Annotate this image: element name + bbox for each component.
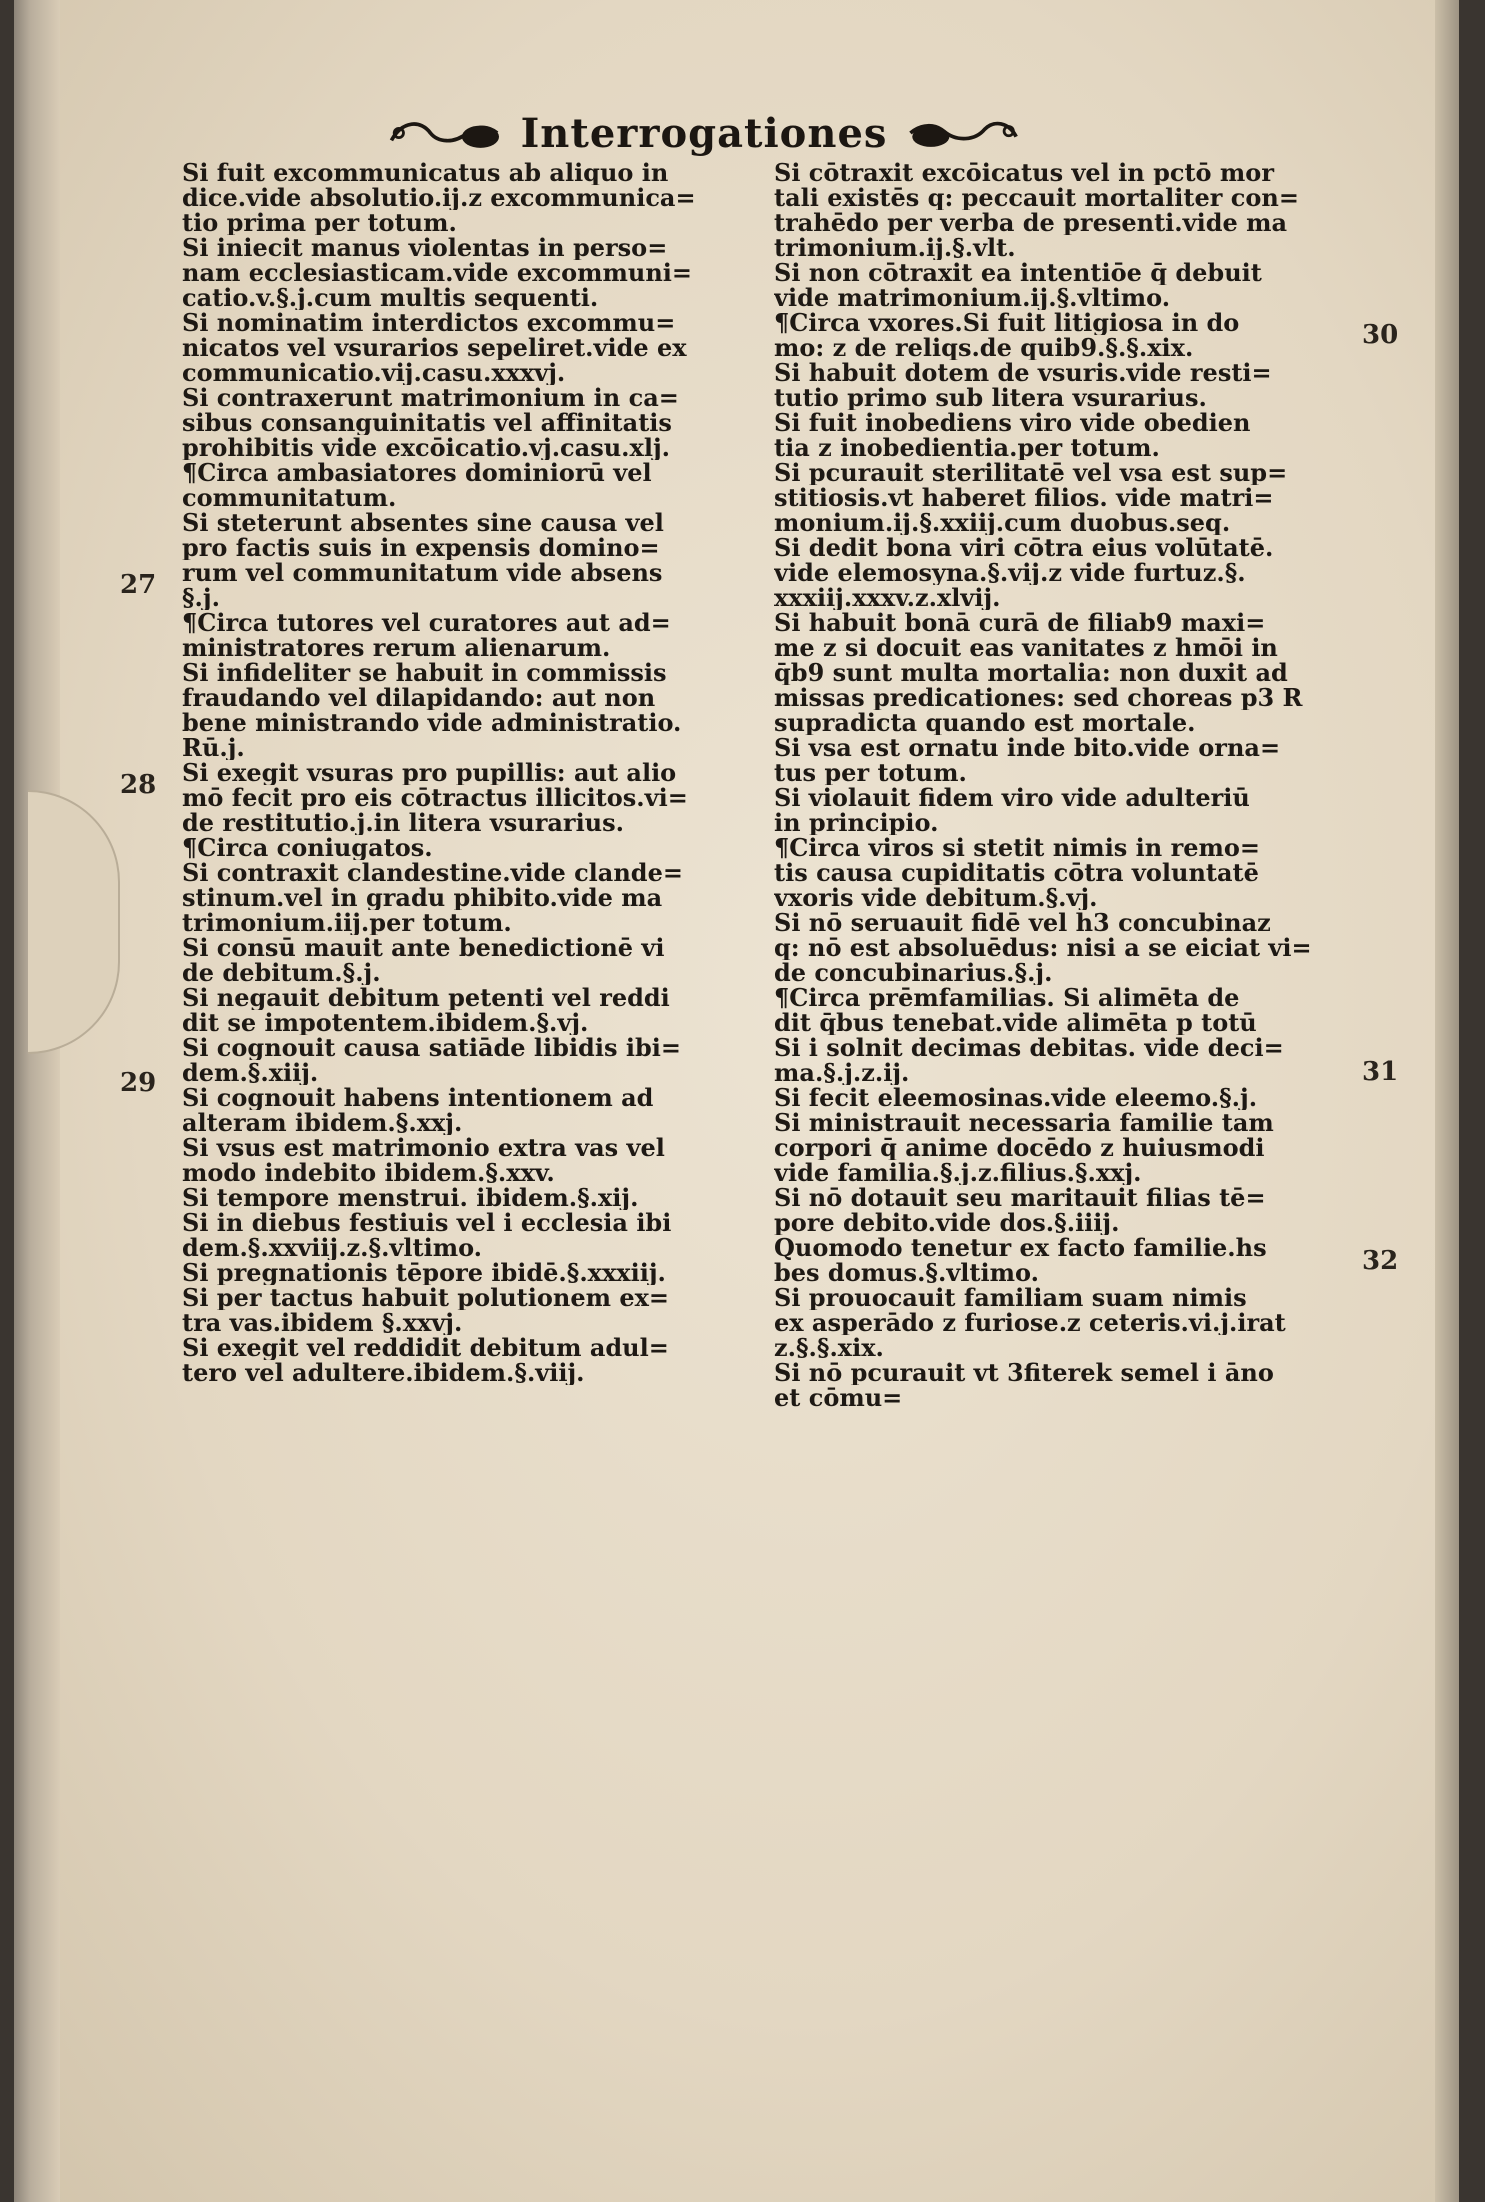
text-line: Si cognouit causa satiāde libidis ibi= xyxy=(182,1035,681,1060)
text-line: Si habuit bonā curā de filiab9 maxi= xyxy=(774,610,1266,635)
text-line: ¶Circa coniugatos. xyxy=(182,835,433,860)
margin-number-30: 30 xyxy=(1362,320,1399,350)
text-line: Si in diebus festiuis vel i ecclesia ibi xyxy=(182,1210,672,1235)
text-line: Rū.j. xyxy=(182,735,245,760)
margin-number-27: 27 xyxy=(120,570,157,600)
text-line: Si tempore menstrui. ibidem.§.xij. xyxy=(182,1185,639,1210)
text-line: Si consū mauit ante benedictionē vi xyxy=(182,935,665,960)
page-binding xyxy=(14,0,60,2202)
text-line: stitiosis.vt haberet filios. vide matri= xyxy=(774,485,1274,510)
text-line: Si nō seruauit fidē vel h3 concubinaz xyxy=(774,910,1271,935)
text-line: rum vel communitatum vide absens xyxy=(182,560,663,585)
text-line: ¶Circa ambasiatores dominiorū vel xyxy=(182,460,652,485)
text-line: vide matrimonium.ij.§.vltimo. xyxy=(774,285,1171,310)
text-line: Si vsa est ornatu inde bito.vide orna= xyxy=(774,735,1281,760)
text-line: Si cōtraxit excōicatus vel in pctō mor xyxy=(774,160,1274,185)
text-line: mo: z de reliqs.de quib9.§.§.xix. xyxy=(774,335,1194,360)
text-line: catio.v.§.j.cum multis sequenti. xyxy=(182,285,599,310)
text-line: alteram ibidem.§.xxj. xyxy=(182,1110,463,1135)
text-line: communitatum. xyxy=(182,485,397,510)
text-line: de debitum.§.j. xyxy=(182,960,381,985)
text-line: z.§.§.xix. xyxy=(774,1335,884,1360)
text-line: ¶Circa tutores vel curatores aut ad= xyxy=(182,610,671,635)
text-line: dit se impotentem.ibidem.§.vj. xyxy=(182,1010,589,1035)
text-line: Si fuit inobediens viro vide obedien xyxy=(774,410,1251,435)
text-line: trimonium.iij.per totum. xyxy=(182,910,512,935)
text-line: nam ecclesiasticam.vide excommuni= xyxy=(182,260,693,285)
text-line: nicatos vel vsurarios sepeliret.vide ex xyxy=(182,335,687,360)
text-line: ministratores rerum alienarum. xyxy=(182,635,611,660)
text-line: Si prouocauit familiam suam nimis xyxy=(774,1285,1247,1310)
page-tab-outline xyxy=(28,790,120,1054)
text-line: Si ministrauit necessaria familie tam xyxy=(774,1110,1274,1135)
text-line: et cōmu= xyxy=(774,1385,903,1410)
text-line: modo indebito ibidem.§.xxv. xyxy=(182,1160,555,1185)
text-line: bes domus.§.vltimo. xyxy=(774,1260,1039,1285)
text-line: tia z inobedientia.per totum. xyxy=(774,435,1160,460)
text-line: §.j. xyxy=(182,585,220,610)
text-line: ¶Circa prēmfamilias. Si alimēta de xyxy=(774,985,1240,1010)
text-line: missas predicationes: sed choreas p3 R xyxy=(774,685,1303,710)
text-line: ¶Circa vxores.Si fuit litigiosa in do xyxy=(774,310,1240,335)
text-line: pore debito.vide dos.§.iiij. xyxy=(774,1210,1120,1235)
text-line: Si nominatim interdictos excommu= xyxy=(182,310,676,335)
margin-number-28: 28 xyxy=(120,770,157,800)
text-line: Si cognouit habens intentionem ad xyxy=(182,1085,654,1110)
text-line: Si contraxerunt matrimonium in ca= xyxy=(182,385,679,410)
text-line: tero vel adultere.ibidem.§.viij. xyxy=(182,1360,585,1385)
text-line: bene ministrando vide administratio. xyxy=(182,710,682,735)
text-line: Si vsus est matrimonio extra vas vel xyxy=(182,1135,665,1160)
text-line: vide familia.§.j.z.filius.§.xxj. xyxy=(774,1160,1142,1185)
text-line: in principio. xyxy=(774,810,939,835)
text-line: Quomodo tenetur ex facto familie.hs xyxy=(774,1235,1267,1260)
text-line: Si iniecit manus violentas in perso= xyxy=(182,235,668,260)
text-line: tis causa cupiditatis cōtra voluntatē xyxy=(774,860,1259,885)
text-line: q: nō est absoluēdus: nisi a se eiciat vi= xyxy=(774,935,1312,960)
margin-number-31: 31 xyxy=(1362,1057,1399,1087)
text-line: Si per tactus habuit polutionem ex= xyxy=(182,1285,670,1310)
right-text-column xyxy=(774,160,1356,1410)
text-line: trahēdo per verba de presenti.vide ma xyxy=(774,210,1288,235)
text-line: Si nō pcurauit vt 3fiterek semel i āno xyxy=(774,1360,1274,1385)
margin-number-29: 29 xyxy=(120,1068,157,1098)
text-line: tali existēs q: peccauit mortaliter con= xyxy=(774,185,1299,210)
text-line: tio prima per totum. xyxy=(182,210,457,235)
text-line: Si infideliter se habuit in commissis xyxy=(182,660,667,685)
book-page xyxy=(14,0,1459,2202)
text-line: dice.vide absolutio.ij.z excommunica= xyxy=(182,185,696,210)
text-line: trimonium.ij.§.vlt. xyxy=(774,235,1016,260)
text-line: q̄b9 sunt multa mortalia: non duxit ad xyxy=(774,660,1288,685)
text-line: Si negauit debitum petenti vel reddi xyxy=(182,985,670,1010)
text-line: mō fecit pro eis cōtractus illicitos.vi= xyxy=(182,785,688,810)
text-line: me z si docuit eas vanitates z hmōi in xyxy=(774,635,1278,660)
left-ornament-icon xyxy=(384,111,505,155)
text-line: Si contraxit clandestine.vide clande= xyxy=(182,860,683,885)
text-line: stinum.vel in gradu phibito.vide ma xyxy=(182,885,663,910)
text-line: fraudando vel dilapidando: aut non xyxy=(182,685,656,710)
text-line: tra vas.ibidem §.xxvj. xyxy=(182,1310,463,1335)
text-line: Si pcurauit sterilitatē vel vsa est sup= xyxy=(774,460,1288,485)
text-line: supradicta quando est mortale. xyxy=(774,710,1196,735)
text-line: dem.§.xxviij.z.§.vltimo. xyxy=(182,1235,483,1260)
text-line: Si habuit dotem de vsuris.vide resti= xyxy=(774,360,1272,385)
text-line: Si nō dotauit seu maritauit filias tē= xyxy=(774,1185,1266,1210)
text-line: ma.§.j.z.ij. xyxy=(774,1060,910,1085)
right-ornament-icon xyxy=(903,111,1024,155)
text-line: pro factis suis in expensis domino= xyxy=(182,535,660,560)
text-line: Si exegit vsuras pro pupillis: aut alio xyxy=(182,760,677,785)
running-header xyxy=(384,98,1024,168)
text-line: sibus consanguinitatis vel affinitatis xyxy=(182,410,672,435)
text-line: Si fuit excommunicatus ab aliquo in xyxy=(182,160,669,185)
text-line: Si exegit vel reddidit debitum adul= xyxy=(182,1335,669,1360)
text-line: vide elemosyna.§.vij.z vide furtuz.§. xyxy=(774,560,1246,585)
text-line: de restitutio.j.in litera vsurarius. xyxy=(182,810,624,835)
text-line: ¶Circa viros si stetit nimis in remo= xyxy=(774,835,1261,860)
text-line: de concubinarius.§.j. xyxy=(774,960,1053,985)
text-line: ex asperādo z furiose.z ceteris.vi.j.irat xyxy=(774,1310,1286,1335)
text-line: dit q̄bus tenebat.vide alimēta p totū xyxy=(774,1010,1257,1035)
text-line: Si non cōtraxit ea intentiōe q̄ debuit xyxy=(774,260,1262,285)
page-title: Interrogationes xyxy=(520,109,888,157)
page-edge xyxy=(1435,0,1459,2202)
text-line: tutio primo sub litera vsurarius. xyxy=(774,385,1207,410)
text-line: dem.§.xiij. xyxy=(182,1060,319,1085)
left-text-column xyxy=(182,160,766,1385)
text-line: Si steterunt absentes sine causa vel xyxy=(182,510,664,535)
text-line: Si violauit fidem viro vide adulteriū xyxy=(774,785,1250,810)
text-line: Si fecit eleemosinas.vide eleemo.§.j. xyxy=(774,1085,1258,1110)
text-line: vxoris vide debitum.§.vj. xyxy=(774,885,1098,910)
text-line: monium.ij.§.xxiij.cum duobus.seq. xyxy=(774,510,1231,535)
text-line: xxxiij.xxxv.z.xlvij. xyxy=(774,585,1001,610)
text-line: Si dedit bona viri cōtra eius volūtatē. xyxy=(774,535,1274,560)
text-line: Si pregnationis tēpore ibidē.§.xxxiij. xyxy=(182,1260,666,1285)
margin-number-32: 32 xyxy=(1362,1246,1399,1276)
text-line: corpori q̄ anime docēdo z huiusmodi xyxy=(774,1135,1265,1160)
text-line: Si i solnit decimas debitas. vide deci= xyxy=(774,1035,1284,1060)
text-line: prohibitis vide excōicatio.vj.casu.xlj. xyxy=(182,435,670,460)
text-line: tus per totum. xyxy=(774,760,967,785)
text-line: communicatio.vij.casu.xxxvj. xyxy=(182,360,566,385)
